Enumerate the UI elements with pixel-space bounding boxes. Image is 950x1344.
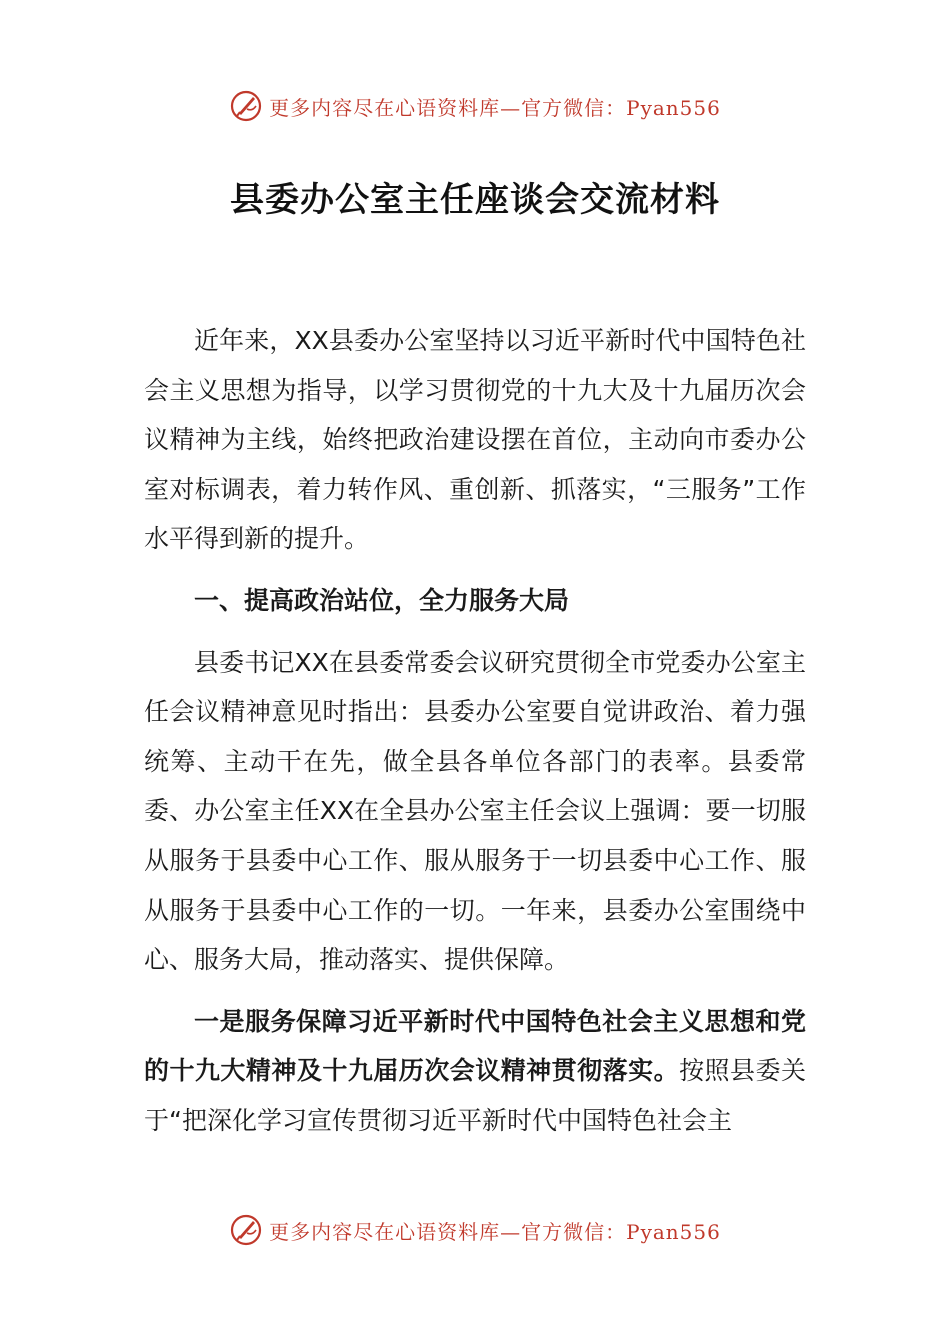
watermark-text: 更多内容尽在心语资料库—官方微信：Pyan556 [269, 1219, 721, 1244]
quill-seal-icon [229, 89, 263, 123]
document-body [144, 316, 806, 1146]
quill-seal-icon [229, 1213, 263, 1247]
paragraph-lead-rest: 按照县委关于“把深化学习宣传贯彻习近平新时代中国特色社会主 [144, 1056, 806, 1135]
footer-watermark [0, 1208, 950, 1252]
body-paragraph: 县委书记XX在县委常委会议研究贯彻全市党委办公室主任会议精神意见时指出：县委办公室要自觉讲政治、着力强统筹、主动干在先，做全县各单位各部门的表率。县委常委、办公室主任XX在全县办公室主任会议上强调：要一切服从服务于县委中心工作、服从服务于一切县委中心工作、服从服务于县委中心工作的一切。一年来，县委办公室围绕中心、服务大局，推动落实、提供保障。 [144, 647, 806, 975]
intro-paragraph: 近年来，XX县委办公室坚持以习近平新时代中国特色社会主义思想为指导，以学习贯彻党的十九大及十九届历次会议精神为主线，始终把政治建设摆在首位，主动向市委办公室对标调表，着力转作风、重创新、抓落实，“三服务”工作水平得到新的提升。 [144, 326, 806, 554]
body-paragraph-lead [144, 997, 806, 1146]
paragraph-lead-bold: 一是服务保障习近平新时代中国特色社会主义思想和党的十九大精神及十九届历次会议精神贯彻落实。 [144, 1006, 806, 1086]
watermark-text: 更多内容尽在心语资料库—官方微信：Pyan556 [269, 95, 721, 120]
section-heading: 一、提高政治站位，全力服务大局 [194, 585, 570, 615]
document-title: 县委办公室主任座谈会交流材料 [230, 180, 720, 220]
header-watermark [0, 84, 950, 128]
